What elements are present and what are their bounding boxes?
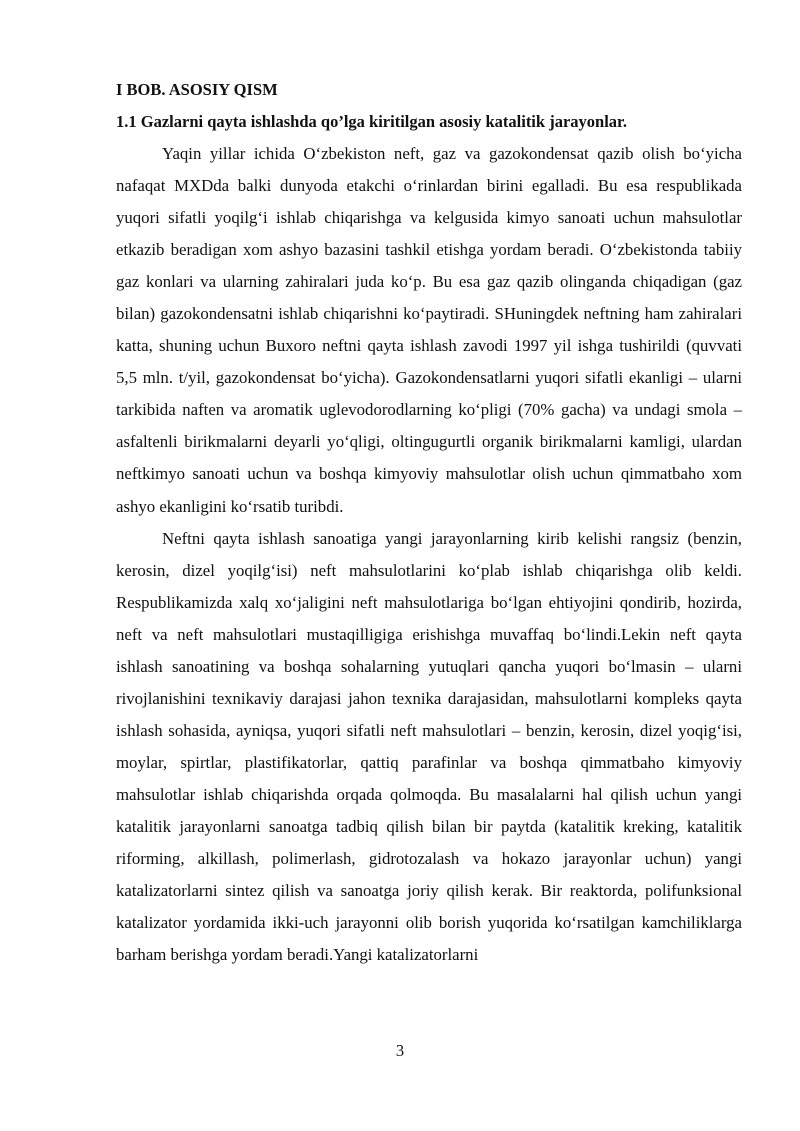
chapter-heading: I BOB. ASOSIY QISM [116, 80, 278, 99]
page-content [116, 74, 742, 971]
page-number: 3 [395, 1041, 405, 1060]
section-heading: 1.1 Gazlarni qayta ishlashda qo’lga kiritilgan asosiy katalitik jarayonlar. [116, 112, 627, 131]
body-paragraph-1: Yaqin yillar ichida O‘zbekiston neft, gaz va gazokondensat qazib olish bo‘yicha nafaqat MXDda balki dunyoda etakchi o‘rinlardan birini egalladi. Bu esa respublikada yuqori sifatli yoqilg‘i ishlab chiqarishga va kelgusida kimyo sanoati uchun mahsulotlar etkazib beradigan xom ashyo bazasini tashkil etishga yordam beradi. O‘zbekistonda tabiiy gaz konlari va ularning zahiralari juda ko‘p. Bu esa gaz qazib olinganda chiqadigan (gaz bilan) gazokondensatni ishlab chiqarishni ko‘paytiradi. SHuningdek neftning ham zahiralari katta, shuning uchun Buxoro neftni qayta ishlash zavodi 1997 yil ishga tushirildi (quvvati 5,5 mln. t/yil, gazokondensat bo‘yicha). Gazokondensatlarni yuqori sifatli ekanligi – ularni tarkibida naften va aromatik uglevodorodlarning ko‘pligi (70% gacha) va undagi smola – asfaltenli birikmalarni deyarli yo‘qligi, oltingugurtli organik birikmalarni kamligi, ulardan neftkimyo sanoati uchun va boshqa kimyoviy mahsulotlar olish uchun qimmatbaho xom ashyo ekanligini ko‘rsatib turibdi. [116, 144, 742, 516]
body-paragraph-2: Neftni qayta ishlash sanoatiga yangi jarayonlarning kirib kelishi rangsiz (benzin, kerosin, dizel yoqilg‘isi) neft mahsulotlarini ko‘plab ishlab chiqarishga olib keldi. Respublikamizda xalq xo‘jaligini neft mahsulotlariga bo‘lgan ehtiyojini qondirib, hozirda, neft va neft mahsulotlari mustaqilligiga erishishga muvaffaq bo‘lindi.Lekin neft qayta ishlash sanoatining va boshqa sohalarning yutuqlari qancha yuqori bo‘lmasin – ularni rivojlanishini texnikaviy darajasi jahon texnika darajasidan, mahsulotlarni kompleks qayta ishlash sohasida, ayniqsa, yuqori sifatli neft mahsulotlari – benzin, kerosin, dizel yoqig‘isi, moylar, spirtlar, plastifikatorlar, qattiq parafinlar va boshqa qimmatbaho kimyoviy mahsulotlar ishlab chiqarishda orqada qolmoqda. Bu masalalarni hal qilish uchun yangi katalitik jarayonlarni sanoatga tadbiq qilish bilan bir paytda (katalitik kreking, katalitik riforming, alkillash, polimerlash, gidrotozalash va hokazo jarayonlar uchun) yangi katalizatorlarni sintez qilish va sanoatga joriy qilish kerak. Bir reaktorda, polifunksional katalizator yordamida ikki-uch jarayonni olib borish yuqorida ko‘rsatilgan kamchiliklarga barham berishga yordam beradi.Yangi katalizatorlarni [116, 528, 742, 965]
